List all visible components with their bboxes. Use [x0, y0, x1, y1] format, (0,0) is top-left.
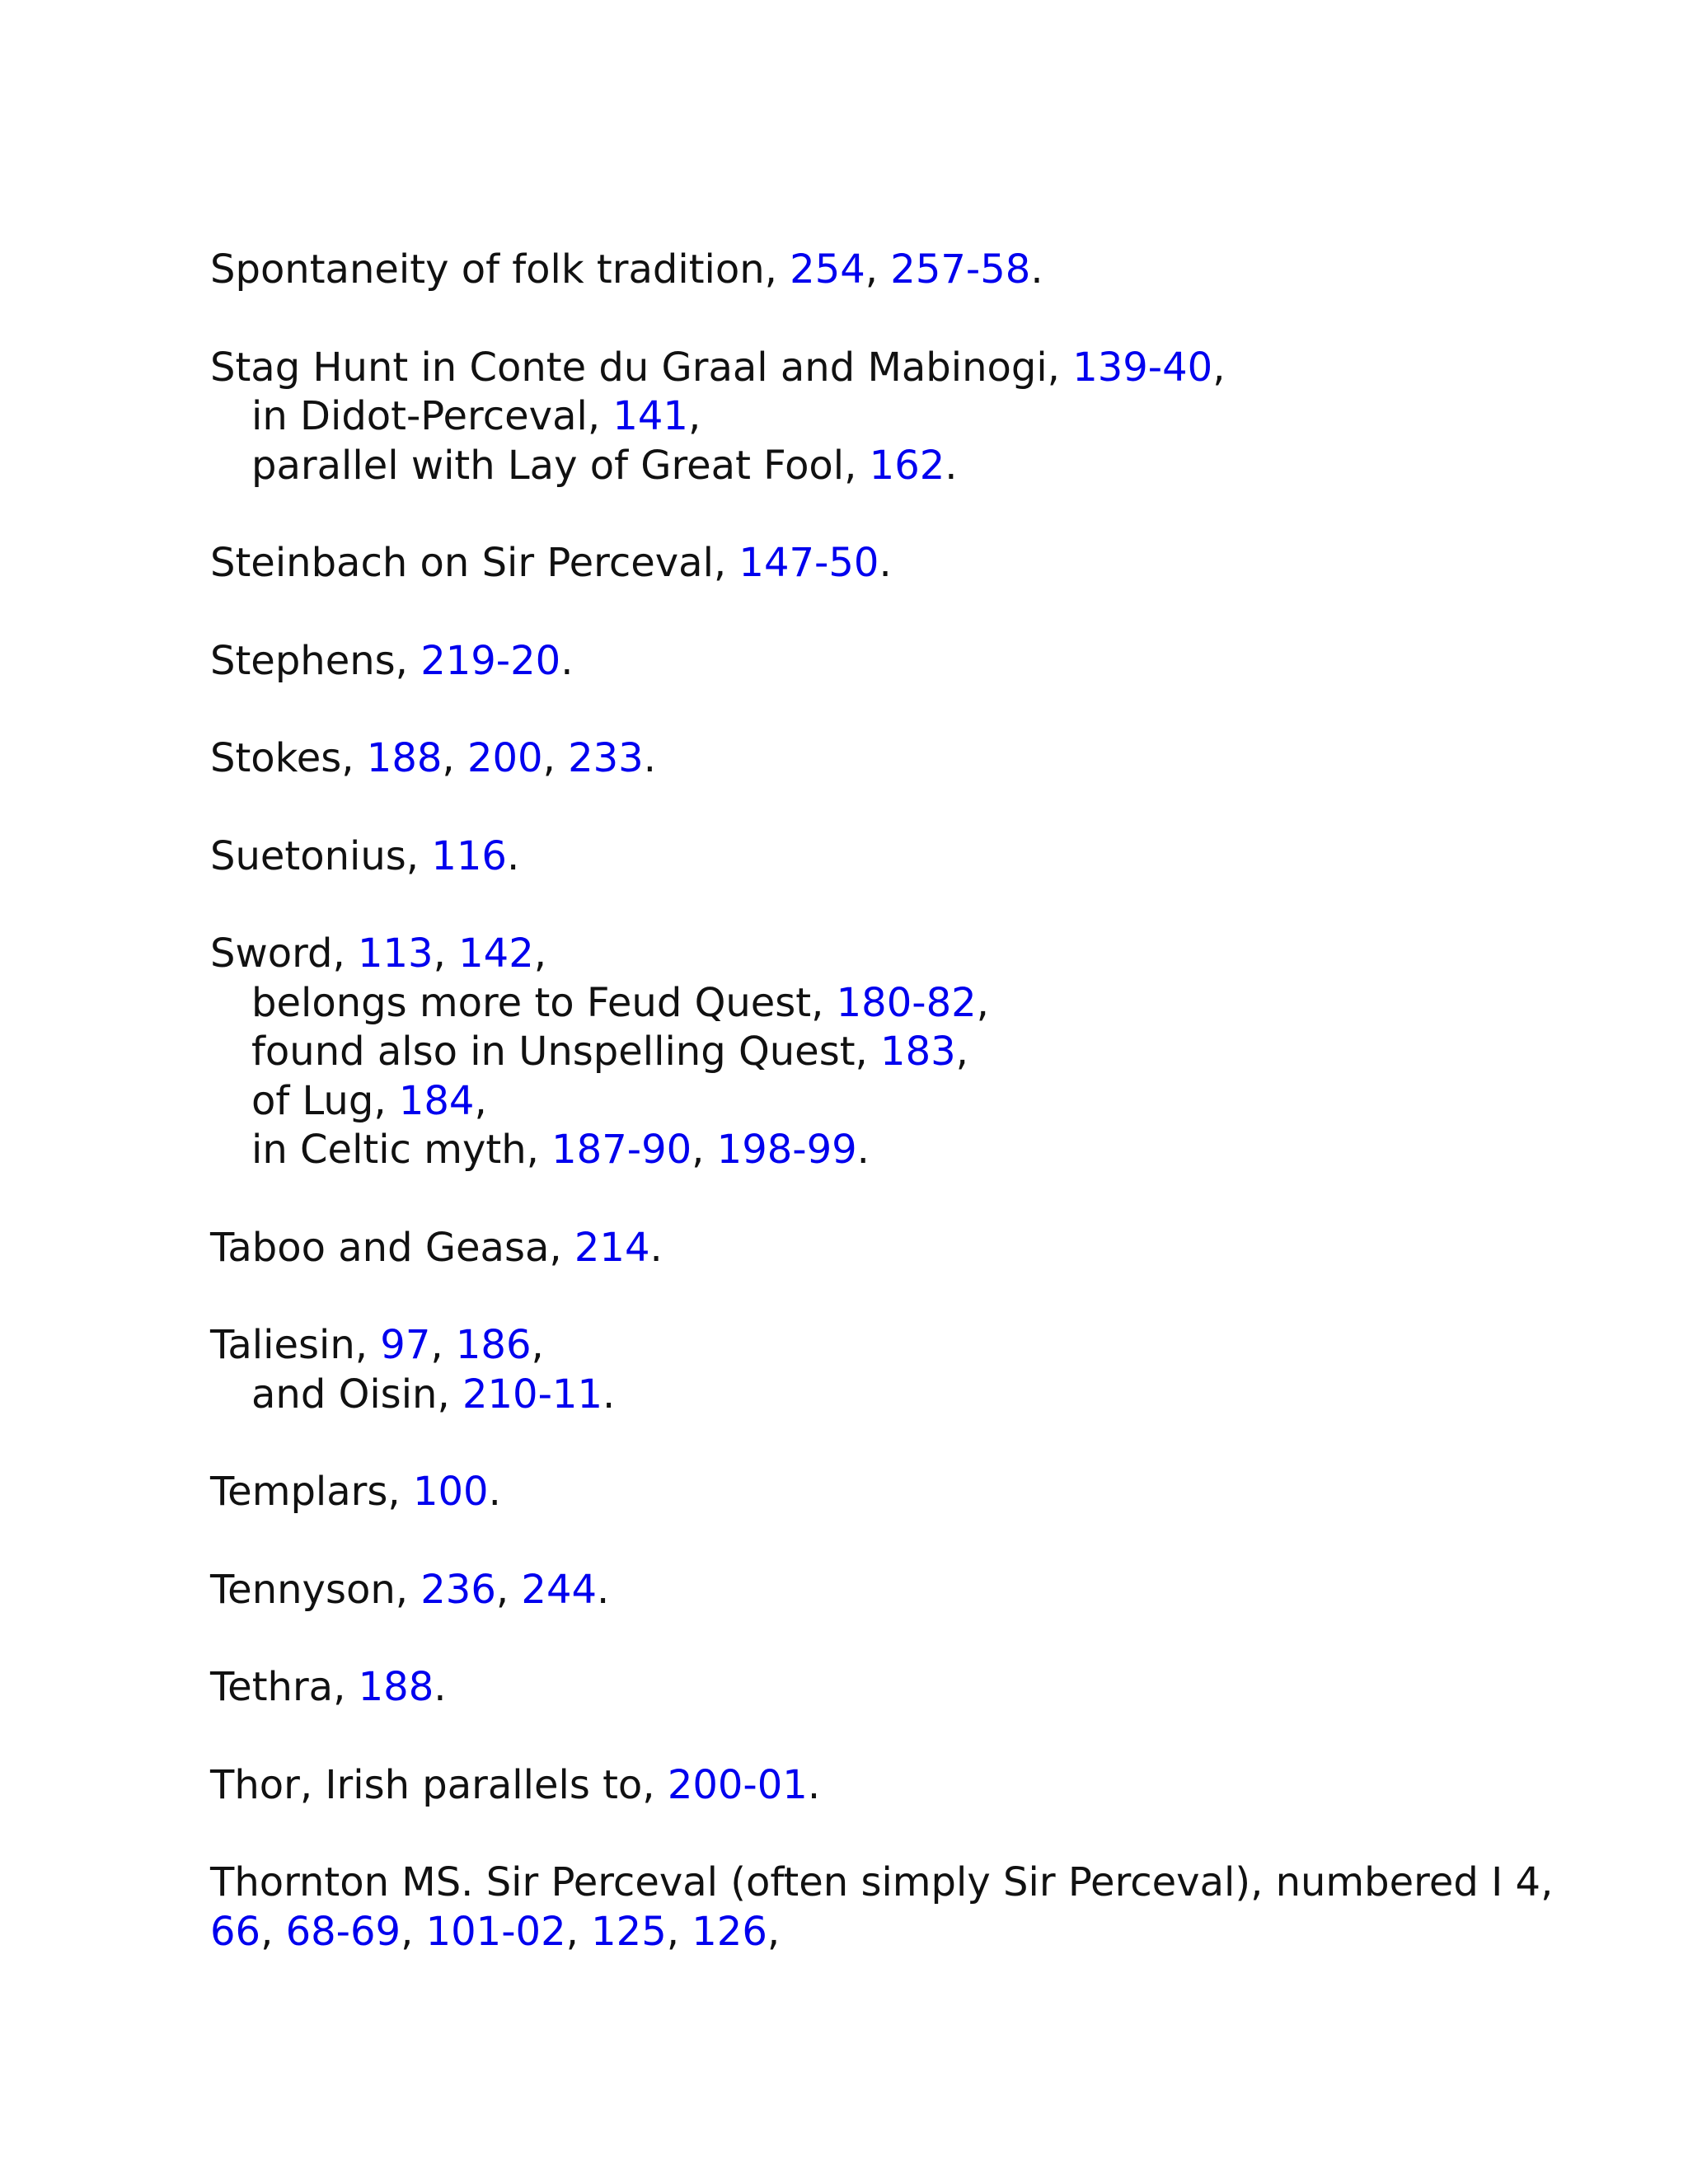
ref-separator: ,: [666, 1908, 692, 1955]
page-ref-link[interactable]: 187-90: [551, 1127, 692, 1173]
entry-punctuation: .: [643, 735, 656, 781]
page-ref-link[interactable]: 236: [420, 1566, 496, 1613]
index-entry: [210, 1663, 1611, 1713]
page-ref-link[interactable]: 210-11: [462, 1371, 603, 1418]
page-ref-link[interactable]: 100: [412, 1469, 489, 1515]
entry-punctuation: .: [807, 1761, 821, 1808]
index-entry-line: [210, 344, 1611, 393]
page-ref-link[interactable]: 186: [455, 1322, 532, 1368]
ref-separator: ,: [401, 1908, 426, 1955]
entry-text: Thor, Irish parallels to,: [210, 1761, 668, 1808]
page-ref-link[interactable]: 97: [380, 1322, 431, 1368]
index-entry-line: [210, 539, 1611, 588]
index-entry-line: [210, 1321, 1611, 1371]
page-ref-link[interactable]: 233: [568, 735, 644, 781]
page-ref-link[interactable]: 125: [591, 1908, 667, 1955]
entry-punctuation: .: [560, 637, 574, 684]
entry-text: Suetonius,: [210, 832, 432, 879]
index-entry: [210, 734, 1611, 784]
index-entry: [210, 1321, 1611, 1419]
page-ref-link[interactable]: 141: [612, 393, 688, 439]
page-ref-link[interactable]: 257-58: [890, 246, 1031, 293]
page-ref-link[interactable]: 188: [366, 735, 443, 781]
page-ref-link[interactable]: 162: [869, 442, 945, 489]
page-ref-link[interactable]: 200-01: [667, 1761, 808, 1808]
ref-separator: ,: [442, 735, 467, 781]
entry-text: parallel with Lay of Great Fool,: [251, 442, 870, 489]
entry-text: Templars,: [210, 1469, 413, 1515]
index-subentry-line: [210, 1371, 1611, 1420]
entry-text: in Didot-Perceval,: [251, 393, 613, 439]
index-entry-line: [210, 1761, 1611, 1811]
entry-text: and Oisin,: [251, 1371, 462, 1418]
ref-separator: ,: [495, 1566, 522, 1613]
index-page: [210, 246, 1611, 2005]
entry-text: Steinbach on Sir Perceval,: [210, 540, 739, 586]
index-entry: [210, 1858, 1611, 1957]
entry-punctuation: ,: [533, 930, 546, 977]
page-ref-link[interactable]: 139-40: [1072, 344, 1213, 391]
entry-punctuation: ,: [976, 979, 989, 1026]
entry-text: Tennyson,: [210, 1566, 421, 1613]
entry-text: belongs more to Feud Quest,: [251, 979, 837, 1026]
entry-punctuation: ,: [531, 1322, 544, 1368]
ref-separator: ,: [865, 246, 891, 293]
entry-punctuation: ,: [474, 1077, 487, 1124]
entry-punctuation: .: [1030, 246, 1043, 293]
index-entry-line: [210, 1858, 1611, 1908]
page-ref-link[interactable]: 101-02: [425, 1908, 566, 1955]
page-ref-link[interactable]: 184: [398, 1077, 475, 1124]
entry-text: Taliesin,: [210, 1322, 381, 1368]
entry-text: Sword,: [210, 930, 358, 977]
page-ref-link[interactable]: 244: [521, 1566, 598, 1613]
ref-separator: ,: [260, 1908, 286, 1955]
index-entry: [210, 1468, 1611, 1517]
entry-punctuation: .: [649, 1224, 663, 1271]
index-entry-line: [210, 832, 1611, 882]
index-entry-line: [210, 637, 1611, 687]
index-entry: [210, 930, 1611, 1175]
page-ref-link[interactable]: 68-69: [285, 1908, 401, 1955]
entry-punctuation: ,: [687, 393, 701, 439]
index-entry-line: [210, 1468, 1611, 1517]
entry-text: found also in Unspelling Quest,: [251, 1029, 881, 1075]
entry-text: in Celtic myth,: [251, 1127, 552, 1173]
entry-text: of Lug,: [251, 1077, 399, 1124]
ref-separator: ,: [542, 735, 569, 781]
page-ref-link[interactable]: 180-82: [836, 979, 977, 1026]
index-entry-line: [210, 930, 1611, 979]
ref-separator: ,: [692, 1127, 717, 1173]
index-entry: [210, 1566, 1611, 1615]
page-ref-link[interactable]: 126: [692, 1908, 767, 1955]
index-entry-line: [210, 734, 1611, 784]
index-subentry-line: [210, 979, 1611, 1029]
index-entry: [210, 246, 1611, 295]
index-entry: [210, 1761, 1611, 1811]
index-subentry-line: [210, 1126, 1611, 1175]
index-entry: [210, 1224, 1611, 1273]
entry-punctuation: ,: [1212, 344, 1226, 391]
page-ref-link[interactable]: 219-20: [420, 637, 561, 684]
entry-punctuation: .: [602, 1371, 616, 1418]
index-subentry-line: [210, 1077, 1611, 1127]
index-entry: [210, 344, 1611, 491]
index-entry-line: [210, 1663, 1611, 1713]
entry-punctuation: ,: [767, 1908, 781, 1955]
ref-separator: ,: [430, 1322, 456, 1368]
entry-punctuation: ,: [955, 1029, 968, 1075]
page-ref-link[interactable]: 183: [880, 1029, 956, 1075]
entry-punctuation: .: [488, 1469, 501, 1515]
entry-text: Taboo and Geasa,: [210, 1224, 574, 1271]
index-entry: [210, 539, 1611, 588]
page-ref-link[interactable]: 142: [458, 930, 534, 977]
page-ref-link[interactable]: 188: [358, 1664, 434, 1710]
entry-text: Spontaneity of folk tradition,: [210, 246, 790, 293]
entry-punctuation: .: [434, 1664, 447, 1710]
index-subentry-line: [210, 1028, 1611, 1077]
index-entry-line: [210, 1224, 1611, 1273]
entry-punctuation: .: [597, 1566, 610, 1613]
index-entry-line: [210, 1908, 1611, 1957]
page-ref-link[interactable]: 198-99: [716, 1127, 857, 1173]
page-ref-link[interactable]: 200: [467, 735, 543, 781]
entry-punctuation: .: [945, 442, 958, 489]
entry-punctuation: .: [879, 540, 892, 586]
index-entry: [210, 637, 1611, 687]
entry-text: Stephens,: [210, 637, 421, 684]
entry-punctuation: .: [506, 832, 520, 879]
index-entry-line: [210, 1566, 1611, 1615]
page-ref-link[interactable]: 147-50: [738, 540, 879, 586]
entry-text: Stokes,: [210, 735, 367, 781]
index-subentry-line: [210, 392, 1611, 442]
entry-punctuation: .: [856, 1127, 870, 1173]
entry-text: Tethra,: [210, 1664, 359, 1710]
page-ref-link[interactable]: 254: [790, 246, 865, 293]
page-ref-link[interactable]: 113: [357, 930, 434, 977]
page-ref-link[interactable]: 66: [210, 1908, 261, 1955]
ref-separator: ,: [433, 930, 459, 977]
page-ref-link[interactable]: 214: [574, 1224, 650, 1271]
index-subentry-line: [210, 442, 1611, 491]
entry-text: Thornton MS. Sir Perceval (often simply Sir Perceval), numbered I 4,: [210, 1859, 1554, 1905]
page-ref-link[interactable]: 116: [431, 832, 507, 879]
ref-separator: ,: [565, 1908, 592, 1955]
index-entry-line: [210, 246, 1611, 295]
index-entry: [210, 832, 1611, 882]
entry-text: Stag Hunt in Conte du Graal and Mabinogi,: [210, 344, 1073, 391]
